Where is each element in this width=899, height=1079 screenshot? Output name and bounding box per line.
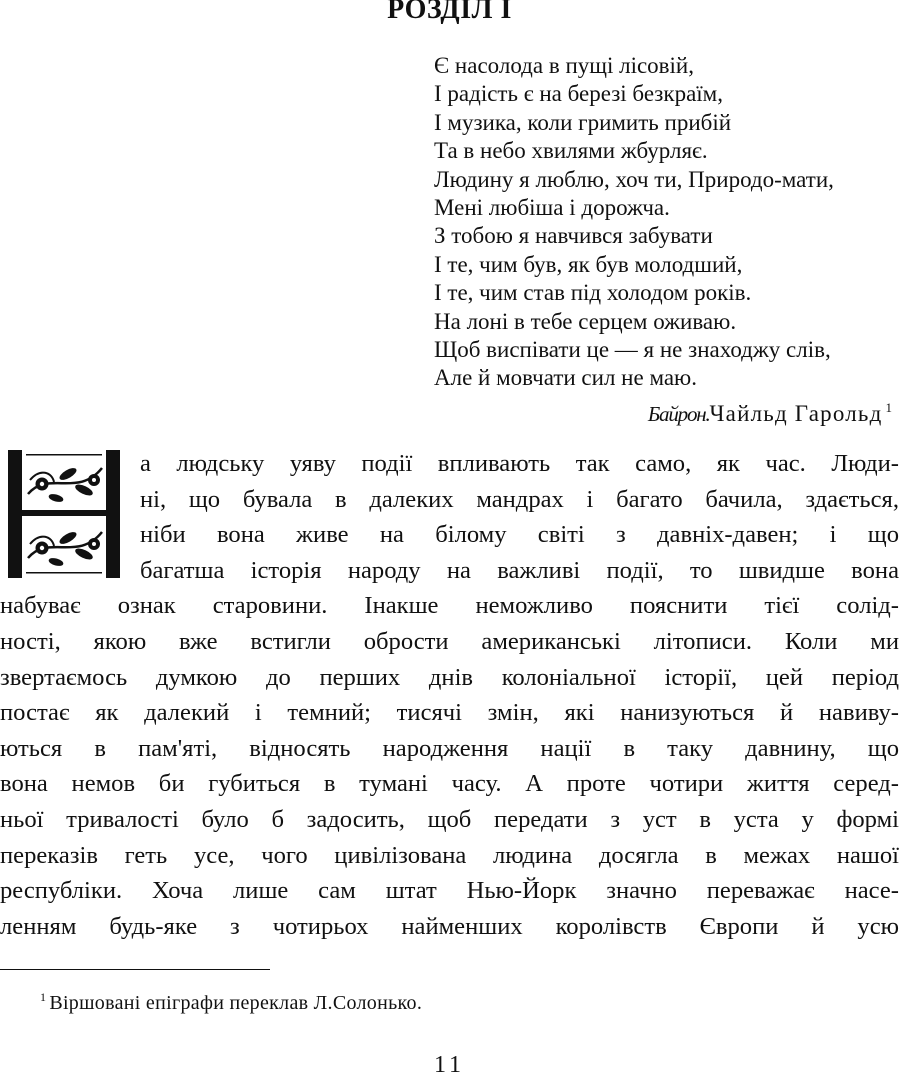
epigraph-line: І музика, коли гримить прибій (434, 109, 732, 135)
body-line: ніби вона живе на білому світі з давніх-давен; і що (140, 521, 899, 549)
footnote-reference: 1 (885, 400, 892, 415)
footnote-divider (0, 969, 270, 970)
epigraph-line: Та в небо хвилями жбурляє. (434, 138, 708, 164)
epigraph-line: Людину я люблю, хоч ти, Природо-мати, (434, 166, 834, 192)
epigraph-line: І радість є на березі безкраїм, (434, 81, 723, 107)
epigraph-line: І те, чим був, як був молодший, (434, 251, 743, 277)
epigraph-line: Мені любіша і дорожча. (434, 195, 670, 221)
footnote-marker: 1 (40, 990, 47, 1004)
body-line: звертаємось думкою до перших днів колоніальної історії, цей період (0, 663, 899, 691)
body-line: постає як далекий і темний; тисячі змін, які нанизуються й навиву- (0, 699, 899, 727)
footnote-text: Віршовані епіграфи переклав Л.Солонько. (49, 992, 423, 1014)
body-line: ються в пам'яті, відносять народження нації в таку давнину, що (0, 734, 899, 762)
footnote (40, 990, 422, 1015)
body-line: а людську уяву події впливають так само, як час. Люди- (140, 450, 899, 477)
epigraph-line: На лоні в тебе серцем оживаю. (434, 308, 737, 334)
page-number: 11 (433, 1052, 466, 1078)
chapter-title: РОЗДІЛ І (387, 0, 512, 25)
epigraph (434, 52, 894, 393)
body-line: ності, якою вже встигли обрости американські літописи. Коли ми (0, 627, 899, 655)
body-line: ньої тривалості було б задосить, щоб передати з уст в уста у формі (0, 805, 899, 833)
body-line: переказів геть усе, чого цивілізована людина досягла в межах нашої (0, 841, 899, 869)
epigraph-line: Щоб виспівати це — я не знаходжу слів, (434, 337, 831, 363)
epigraph-work: Чайльд Гарольд (709, 401, 883, 426)
epigraph-attribution (648, 400, 892, 427)
body-line: ленням будь-яке з чотирьох найменших королівств Європи й усю (0, 912, 899, 940)
epigraph-line: Є насолода в пущі лісовій, (434, 53, 694, 78)
body-line: набуває ознак старовини. Інакше неможливо пояснити тієї солід- (0, 592, 899, 620)
epigraph-line: З тобою я навчився забувати (434, 223, 713, 249)
body-line: вона немов би губиться в тумані часу. А проте чотири життя серед- (0, 770, 899, 798)
body-line: республіки. Хоча лише сам штат Нью-Йорк значно переважає насе- (0, 877, 899, 905)
epigraph-line: І те, чим став під холодом років. (434, 280, 752, 306)
body-paragraph (0, 446, 899, 944)
epigraph-line: Але й мовчати сил не маю. (434, 365, 697, 391)
body-line: багатша історія народу на важливі події, то швидше вона (140, 556, 899, 584)
body-line: ні, що бувала в далеких мандрах і багато бачила, здається, (140, 485, 899, 513)
epigraph-author: Байрон. (647, 402, 710, 426)
